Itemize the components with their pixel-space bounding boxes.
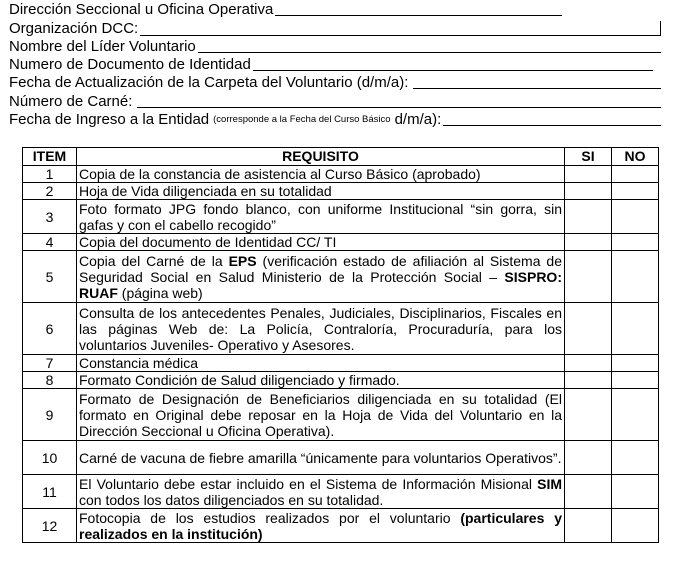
checkbox-cell-si[interactable] — [565, 303, 612, 355]
requirement-text — [77, 234, 565, 251]
checkbox-cell-no[interactable] — [612, 234, 659, 251]
checkbox-cell-no[interactable] — [612, 509, 659, 543]
requirement-text-inner — [79, 166, 562, 182]
header-no: NO — [612, 148, 659, 166]
fill-line[interactable] — [443, 124, 661, 126]
fill-line[interactable] — [198, 51, 661, 53]
checkbox-cell-no[interactable] — [612, 475, 659, 509]
fill-line[interactable] — [413, 87, 661, 89]
requirement-text — [77, 251, 565, 303]
requirements-table — [22, 147, 659, 543]
requirement-text-part: Consulta de los antecedentes Penales, Judiciales, Disciplinarios, Fiscales en las páginas Web de: La Policía, Contraloría, Procuraduría, para los voluntarios Juveniles- Operativo y Asesores. — [79, 304, 562, 353]
requirement-text — [77, 389, 565, 441]
field-numero-carne — [9, 91, 661, 109]
checkbox-cell-si[interactable] — [565, 441, 612, 475]
checkbox-cell-si[interactable] — [565, 166, 612, 183]
field-nombre-lider — [9, 37, 661, 55]
fill-line[interactable] — [137, 106, 661, 108]
table-row — [23, 441, 659, 475]
requirement-text — [77, 183, 565, 200]
header-si: SI — [565, 148, 612, 166]
header-item: ITEM — [23, 148, 77, 166]
field-label: Número de Carné: — [9, 92, 133, 110]
checkbox-cell-no[interactable] — [612, 389, 659, 441]
checkbox-cell-si[interactable] — [565, 251, 612, 303]
field-fecha-ingreso — [9, 110, 661, 128]
fill-line[interactable] — [140, 21, 661, 36]
requirement-text-bold: SIM — [537, 475, 562, 492]
field-label: Organización DCC: — [9, 19, 139, 37]
item-number: 12 — [23, 509, 77, 543]
requirement-text-part: Formato de Designación de Beneficiarios diligenciada en su totalidad (El formato en Original debe reposar en la Hoja de Vida del Voluntario en la Dirección Seccional u Oficina Operativa). — [79, 390, 562, 439]
checkbox-cell-si[interactable] — [565, 509, 612, 543]
fill-line[interactable] — [253, 69, 653, 71]
item-number: 7 — [23, 355, 77, 372]
checkbox-cell-no[interactable] — [612, 441, 659, 475]
requirement-text — [77, 355, 565, 372]
item-number: 3 — [23, 200, 77, 234]
requirement-text-inner — [79, 355, 562, 371]
field-organizacion-dcc — [9, 18, 661, 36]
field-label: Fecha de Ingreso a la Entidad — [9, 111, 210, 129]
item-number: 10 — [23, 441, 77, 475]
field-direccion-seccional — [9, 0, 661, 18]
checkbox-cell-si[interactable] — [565, 475, 612, 509]
table-row — [23, 234, 659, 251]
requirement-text-inner — [79, 201, 562, 233]
requirement-text-part: (página web) — [117, 284, 203, 301]
requirement-text-part: Constancia médica — [79, 355, 199, 371]
requirement-text-part: Formato Condición de Salud diligenciado y firmado. — [79, 372, 400, 388]
requirement-text-bold: EPS — [228, 252, 257, 269]
table-row — [23, 372, 659, 389]
requirement-text-part: Fotocopia de los estudios realizados por el voluntario — [79, 509, 461, 526]
field-fecha-actualizacion — [9, 73, 661, 91]
requirement-text — [77, 372, 565, 389]
field-note: (corresponde a la Fecha del Curso Básico — [213, 114, 391, 126]
item-number: 8 — [23, 372, 77, 389]
table-row — [23, 200, 659, 234]
requirement-text-part: (verificación estado de afiliación al Sistema de Seguridad Social en Salud Ministerio de la Protección Social – — [79, 252, 562, 285]
checkbox-cell-no[interactable] — [612, 166, 659, 183]
requirement-text-bold: (particulares y realizados en la institución) — [79, 509, 562, 542]
table-row — [23, 166, 659, 183]
checkbox-cell-no[interactable] — [612, 372, 659, 389]
requirement-text-bold: SISPRO: RUAF — [79, 268, 562, 301]
requirements-body — [23, 166, 659, 543]
table-row — [23, 509, 659, 543]
item-number: 1 — [23, 166, 77, 183]
item-number: 2 — [23, 183, 77, 200]
requirement-text-inner — [79, 391, 562, 439]
checkbox-cell-si[interactable] — [565, 355, 612, 372]
checkbox-cell-si[interactable] — [565, 183, 612, 200]
checkbox-cell-no[interactable] — [612, 355, 659, 372]
requirement-text — [77, 509, 565, 543]
field-label-tail: d/m/a): — [394, 111, 442, 129]
requirement-text-part: Hoja de Vida diligenciada en su totalidad — [79, 183, 332, 199]
checkbox-cell-si[interactable] — [565, 234, 612, 251]
item-number: 9 — [23, 389, 77, 441]
checkbox-cell-si[interactable] — [565, 372, 612, 389]
fill-line[interactable] — [275, 14, 562, 16]
requirement-text-part: El Voluntario debe estar incluido en el Sistema de Información Misional — [79, 475, 538, 492]
checkbox-cell-no[interactable] — [612, 183, 659, 200]
item-number: 11 — [23, 475, 77, 509]
table-row — [23, 303, 659, 355]
requirement-text-inner — [79, 183, 562, 199]
header-fields — [9, 0, 661, 128]
checkbox-cell-no[interactable] — [612, 200, 659, 234]
requirement-text — [77, 475, 565, 509]
item-number: 4 — [23, 234, 77, 251]
checkbox-cell-si[interactable] — [565, 200, 612, 234]
field-numero-documento — [9, 55, 661, 73]
requirement-text — [77, 303, 565, 355]
field-label: Nombre del Líder Voluntario — [9, 37, 196, 55]
field-label: Numero de Documento de Identidad — [9, 56, 251, 74]
requirement-text — [77, 166, 565, 183]
requirement-text-part: Carné de vacuna de fiebre amarilla “únicamente para voluntarios Operativos”. — [79, 449, 562, 466]
requirement-text-inner — [79, 253, 562, 301]
field-label: Dirección Seccional u Oficina Operativa — [9, 1, 274, 19]
checkbox-cell-no[interactable] — [612, 251, 659, 303]
requirement-text-part: Copia de la constancia de asistencia al Curso Básico (aprobado) — [79, 166, 481, 182]
requirement-text-inner — [79, 450, 562, 466]
requirement-text-inner — [79, 476, 562, 508]
requirement-text-inner — [79, 305, 562, 353]
requirement-text-part: Copia del Carné de la — [79, 252, 229, 269]
checkbox-cell-no[interactable] — [612, 303, 659, 355]
item-number: 5 — [23, 251, 77, 303]
checkbox-cell-si[interactable] — [565, 389, 612, 441]
requirement-text-inner — [79, 372, 562, 388]
requirement-text-part: Foto formato JPG fondo blanco, con uniforme Institucional “sin gorra, sin gafas y con el cabello recogido” — [79, 200, 562, 233]
table-header-row — [23, 148, 659, 166]
item-number: 6 — [23, 303, 77, 355]
table-row — [23, 183, 659, 200]
field-label: Fecha de Actualización de la Carpeta del Voluntario (d/m/a): — [9, 74, 409, 92]
table-row — [23, 475, 659, 509]
header-requisito: REQUISITO — [77, 148, 565, 166]
table-row — [23, 251, 659, 303]
requirement-text-part: Copia del documento de Identidad CC/ TI — [79, 234, 337, 250]
requirement-text — [77, 441, 565, 475]
table-row — [23, 389, 659, 441]
table-row — [23, 355, 659, 372]
requirement-text-part: con todos los datos diligenciados en su totalidad. — [79, 491, 384, 508]
requirement-text-inner — [79, 510, 562, 542]
requirement-text — [77, 200, 565, 234]
requirement-text-inner — [79, 234, 562, 250]
